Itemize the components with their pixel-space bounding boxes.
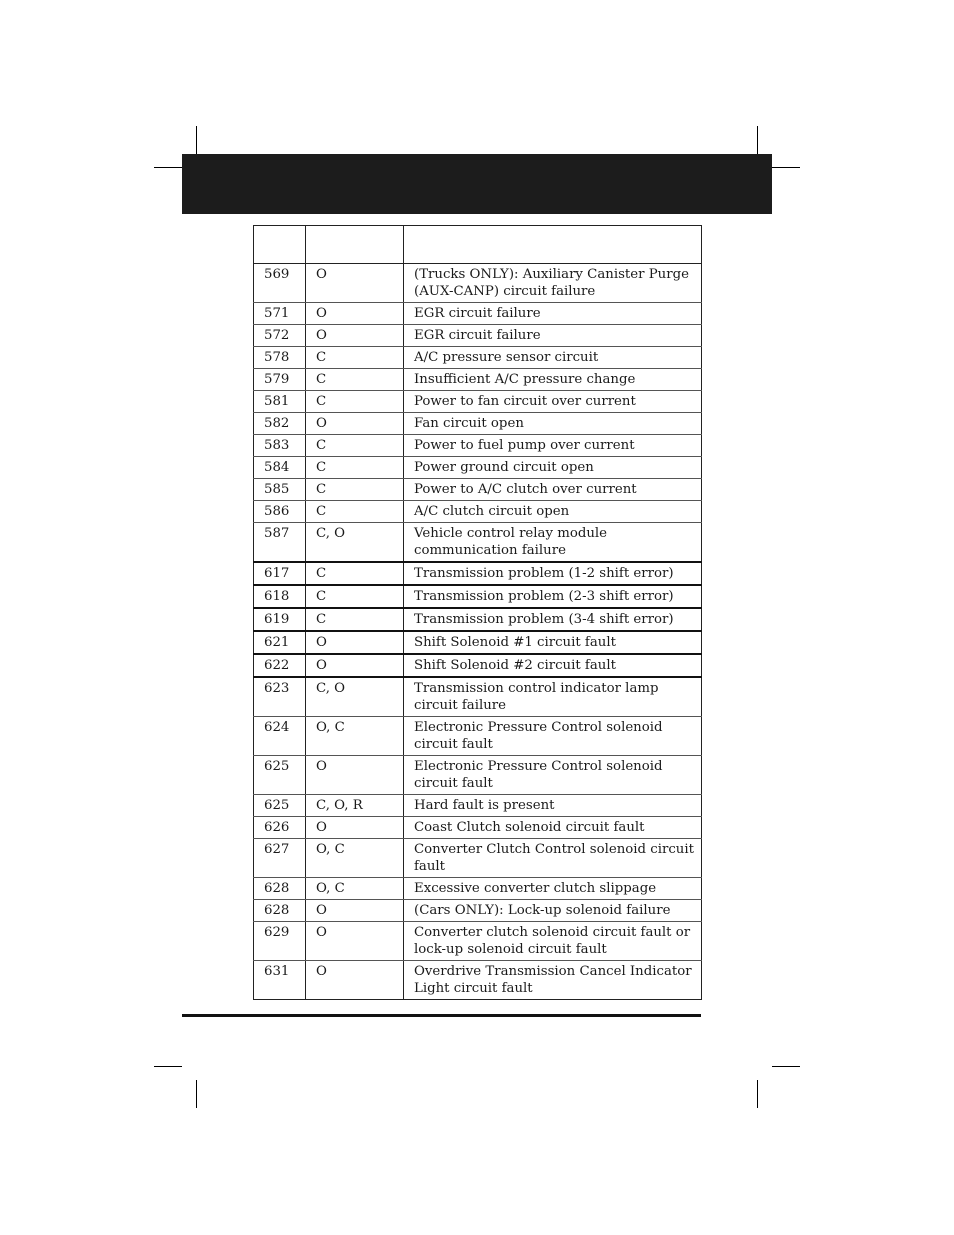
description-cell: Coast Clutch solenoid circuit fault	[404, 817, 702, 839]
code-cell: 618	[254, 585, 306, 608]
code-cell: 623	[254, 677, 306, 717]
condition-cell: C	[306, 457, 404, 479]
code-cell: 587	[254, 523, 306, 563]
code-cell: 631	[254, 961, 306, 1000]
header-description	[404, 226, 702, 264]
description-cell: Insufficient A/C pressure change	[404, 369, 702, 391]
condition-cell: O	[306, 817, 404, 839]
code-cell: 569	[254, 264, 306, 303]
description-cell: EGR circuit failure	[404, 303, 702, 325]
description-cell: Fan circuit open	[404, 413, 702, 435]
table-row	[254, 878, 702, 900]
description-cell: Hard fault is present	[404, 795, 702, 817]
condition-cell: C, O	[306, 677, 404, 717]
table-row	[254, 325, 702, 347]
table-row	[254, 608, 702, 631]
condition-cell: O, C	[306, 839, 404, 878]
description-cell: (Cars ONLY): Lock-up solenoid failure	[404, 900, 702, 922]
code-cell: 625	[254, 756, 306, 795]
condition-cell: O, C	[306, 878, 404, 900]
description-cell: Transmission problem (1-2 shift error)	[404, 562, 702, 585]
crop-mark-top-left-vertical	[196, 126, 197, 154]
code-cell: 625	[254, 795, 306, 817]
description-cell: Power ground circuit open	[404, 457, 702, 479]
description-cell: Overdrive Transmission Cancel Indicator Light circuit fault	[404, 961, 702, 1000]
trouble-code-table	[253, 225, 702, 1000]
code-cell: 572	[254, 325, 306, 347]
table-row	[254, 457, 702, 479]
page-header-bar	[182, 154, 772, 214]
table-row	[254, 479, 702, 501]
description-cell: Electronic Pressure Control solenoid circuit fault	[404, 717, 702, 756]
description-cell: Converter Clutch Control solenoid circuit fault	[404, 839, 702, 878]
condition-cell: C	[306, 391, 404, 413]
condition-cell: C	[306, 369, 404, 391]
code-cell: 628	[254, 878, 306, 900]
table-row	[254, 677, 702, 717]
condition-cell: O	[306, 922, 404, 961]
table-row	[254, 435, 702, 457]
code-cell: 626	[254, 817, 306, 839]
description-cell: Shift Solenoid #2 circuit fault	[404, 654, 702, 677]
description-cell: A/C pressure sensor circuit	[404, 347, 702, 369]
table-row	[254, 391, 702, 413]
description-cell: Power to fuel pump over current	[404, 435, 702, 457]
table-row	[254, 717, 702, 756]
description-cell: Converter clutch solenoid circuit fault or lock-up solenoid circuit fault	[404, 922, 702, 961]
description-cell: Electronic Pressure Control solenoid circuit fault	[404, 756, 702, 795]
description-cell: Power to fan circuit over current	[404, 391, 702, 413]
table-row	[254, 922, 702, 961]
code-cell: 621	[254, 631, 306, 654]
table-row	[254, 501, 702, 523]
table-row	[254, 961, 702, 1000]
table-row	[254, 347, 702, 369]
description-cell: Shift Solenoid #1 circuit fault	[404, 631, 702, 654]
condition-cell: C	[306, 501, 404, 523]
crop-mark-bottom-right-horizontal	[772, 1066, 800, 1067]
crop-mark-bottom-left-horizontal	[154, 1066, 182, 1067]
code-cell: 579	[254, 369, 306, 391]
table-header-row	[254, 226, 702, 264]
code-cell: 585	[254, 479, 306, 501]
crop-mark-top-right-horizontal	[772, 167, 800, 168]
table-row	[254, 817, 702, 839]
description-cell: Vehicle control relay module communication failure	[404, 523, 702, 563]
condition-cell: O	[306, 303, 404, 325]
condition-cell: O	[306, 900, 404, 922]
code-cell: 628	[254, 900, 306, 922]
condition-cell: O	[306, 654, 404, 677]
condition-cell: C	[306, 562, 404, 585]
crop-mark-top-right-vertical	[757, 126, 758, 154]
condition-cell: C	[306, 585, 404, 608]
description-cell: Transmission control indicator lamp circuit failure	[404, 677, 702, 717]
condition-cell: C, O, R	[306, 795, 404, 817]
condition-cell: O	[306, 325, 404, 347]
condition-cell: C	[306, 347, 404, 369]
code-cell: 629	[254, 922, 306, 961]
table-row	[254, 562, 702, 585]
condition-cell: C	[306, 435, 404, 457]
code-cell: 581	[254, 391, 306, 413]
code-cell: 586	[254, 501, 306, 523]
code-cell: 619	[254, 608, 306, 631]
table-row	[254, 413, 702, 435]
table-row	[254, 900, 702, 922]
code-cell: 584	[254, 457, 306, 479]
crop-mark-bottom-left-vertical	[196, 1080, 197, 1108]
table-header	[254, 226, 702, 264]
code-cell: 578	[254, 347, 306, 369]
description-cell: Excessive converter clutch slippage	[404, 878, 702, 900]
description-cell: Power to A/C clutch over current	[404, 479, 702, 501]
footer-rule	[182, 1014, 701, 1017]
description-cell: EGR circuit failure	[404, 325, 702, 347]
table-row	[254, 631, 702, 654]
code-cell: 571	[254, 303, 306, 325]
table-row	[254, 839, 702, 878]
condition-cell: O	[306, 631, 404, 654]
header-condition	[306, 226, 404, 264]
code-cell: 622	[254, 654, 306, 677]
condition-cell: O, C	[306, 717, 404, 756]
header-code	[254, 226, 306, 264]
description-cell: A/C clutch circuit open	[404, 501, 702, 523]
code-cell: 627	[254, 839, 306, 878]
table-row	[254, 585, 702, 608]
table-row	[254, 369, 702, 391]
code-cell: 582	[254, 413, 306, 435]
code-cell: 583	[254, 435, 306, 457]
condition-cell: O	[306, 413, 404, 435]
condition-cell: O	[306, 756, 404, 795]
condition-cell: O	[306, 264, 404, 303]
code-cell: 624	[254, 717, 306, 756]
table-row	[254, 523, 702, 563]
condition-cell: O	[306, 961, 404, 1000]
table-body	[254, 264, 702, 1000]
table-row	[254, 654, 702, 677]
description-cell: Transmission problem (3-4 shift error)	[404, 608, 702, 631]
code-cell: 617	[254, 562, 306, 585]
table-row	[254, 795, 702, 817]
table-row	[254, 303, 702, 325]
condition-cell: C, O	[306, 523, 404, 563]
condition-cell: C	[306, 479, 404, 501]
crop-mark-bottom-right-vertical	[757, 1080, 758, 1108]
description-cell: (Trucks ONLY): Auxiliary Canister Purge (AUX-CANP) circuit failure	[404, 264, 702, 303]
description-cell: Transmission problem (2-3 shift error)	[404, 585, 702, 608]
table-row	[254, 264, 702, 303]
table-row	[254, 756, 702, 795]
crop-mark-top-left-horizontal	[154, 167, 182, 168]
condition-cell: C	[306, 608, 404, 631]
